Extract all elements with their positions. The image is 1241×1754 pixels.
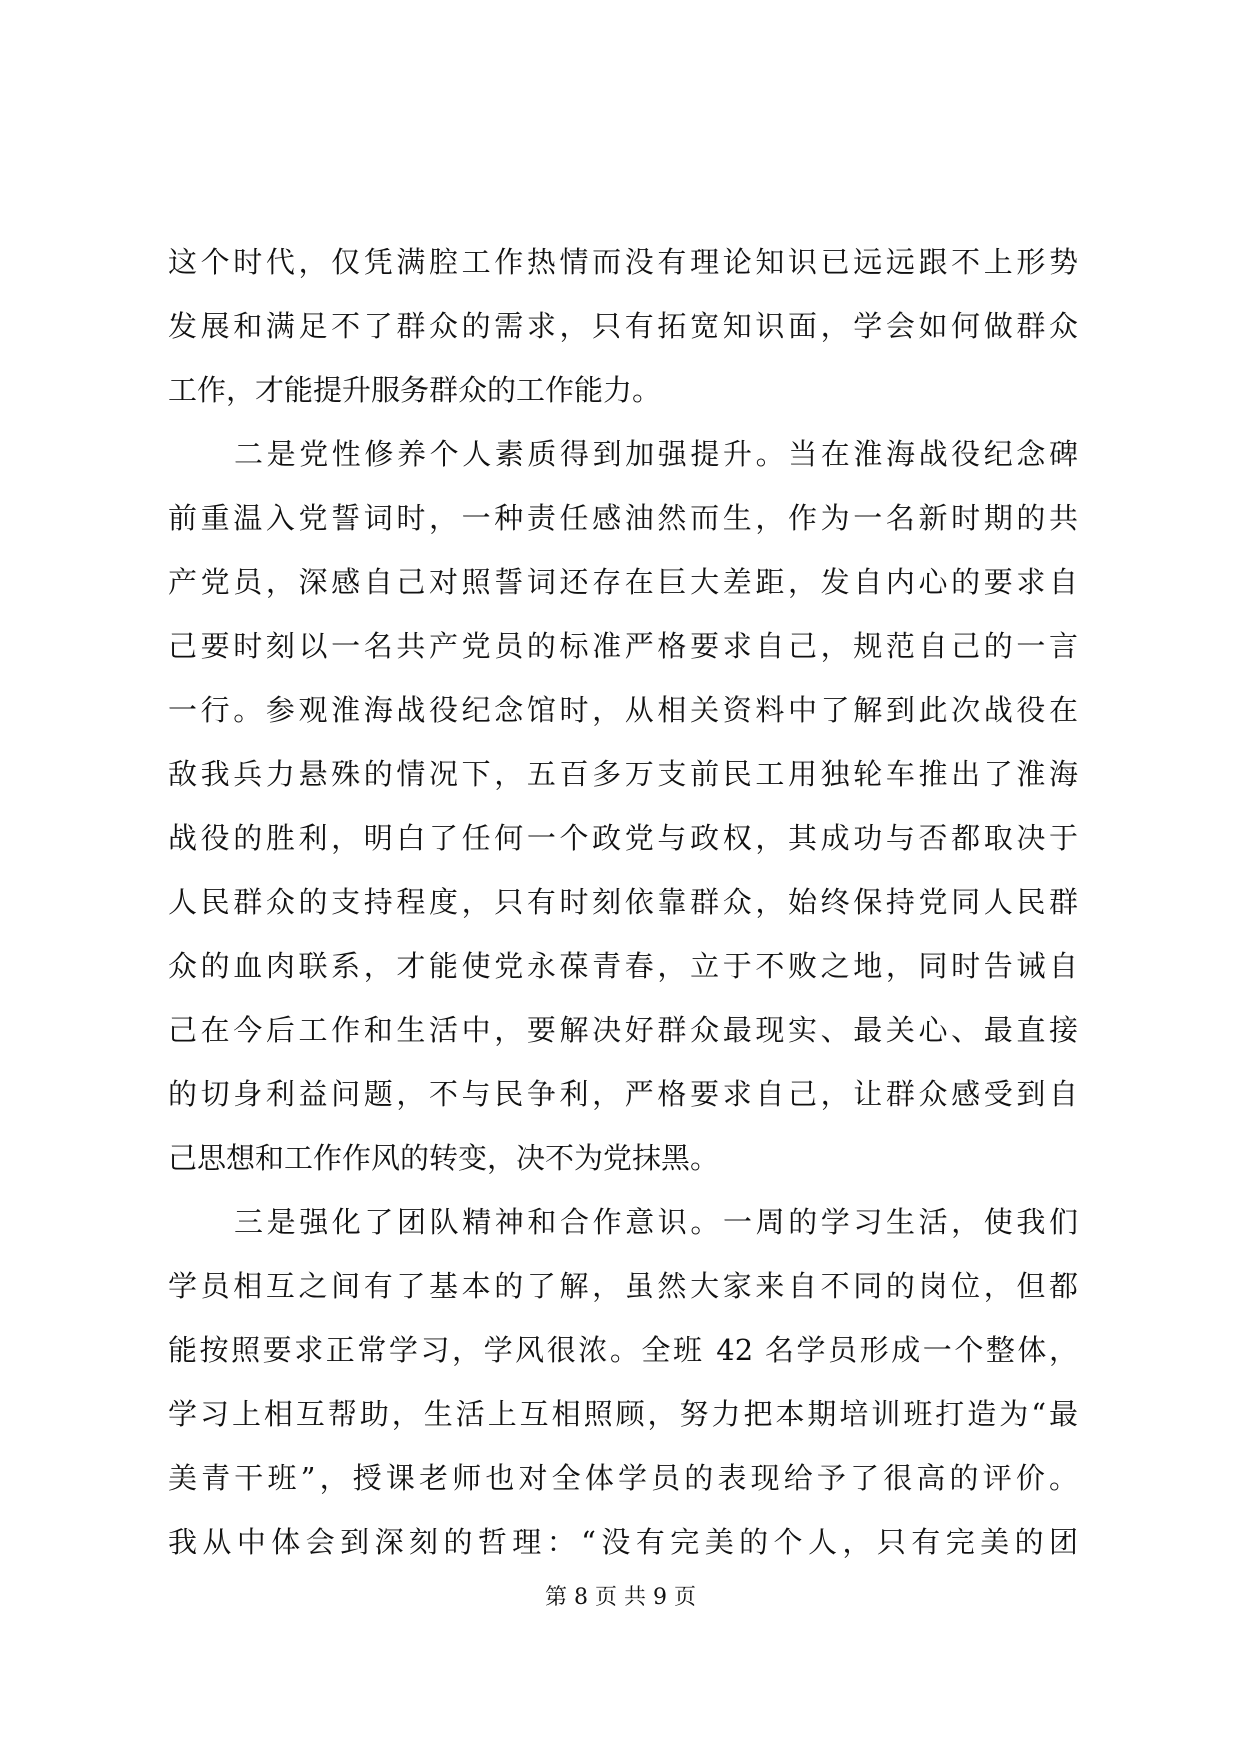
paragraph-start-line: 三是强化了团队精神和合作意识。一周的学习生活，使我们 [234, 1205, 1078, 1239]
text-line: 敌我兵力悬殊的情况下，五百多万支前民工用独轮车推出了淮海 [168, 757, 1078, 791]
text-line: 能按照要求正常学习，学风很浓。全班 42 名学员形成一个整体， [168, 1333, 1078, 1367]
text-line: 前重温入党誓词时，一种责任感油然而生，作为一名新时期的共 [168, 501, 1078, 535]
text-line: 己要时刻以一名共产党员的标准严格要求自己，规范自己的一言 [168, 629, 1078, 663]
text-line: 产党员，深感自己对照誓词还存在巨大差距，发自内心的要求自 [168, 565, 1078, 599]
text-line: 战役的胜利，明白了任何一个政党与政权，其成功与否都取决于 [168, 821, 1078, 855]
text-line: 美青干班”，授课老师也对全体学员的表现给予了很高的评价。 [168, 1461, 1078, 1495]
text-line: 我从中体会到深刻的哲理：“没有完美的个人，只有完美的团 [168, 1525, 1078, 1559]
text-line: 工作，才能提升服务群众的工作能力。 [168, 373, 662, 407]
text-line: 学习上相互帮助，生活上互相照顾，努力把本期培训班打造为“最 [168, 1397, 1078, 1431]
text-line: 发展和满足不了群众的需求，只有拓宽知识面，学会如何做群众 [168, 309, 1078, 343]
text-line: 的切身利益问题，不与民争利，严格要求自己，让群众感受到自 [168, 1077, 1078, 1111]
text-line: 众的血肉联系，才能使党永葆青春，立于不败之地，同时告诫自 [168, 949, 1078, 983]
text-line: 学员相互之间有了基本的了解，虽然大家来自不同的岗位，但都 [168, 1269, 1078, 1303]
body-text [168, 230, 1078, 1574]
text-line: 一行。参观淮海战役纪念馆时，从相关资料中了解到此次战役在 [168, 693, 1078, 727]
text-line: 己在今后工作和生活中，要解决好群众最现实、最关心、最直接 [168, 1013, 1078, 1047]
paragraph-start-line: 二是党性修养个人素质得到加强提升。当在淮海战役纪念碑 [234, 437, 1078, 471]
text-line: 人民群众的支持程度，只有时刻依靠群众，始终保持党同人民群 [168, 885, 1078, 919]
text-line: 这个时代，仅凭满腔工作热情而没有理论知识已远远跟不上形势 [168, 245, 1078, 279]
text-line: 己思想和工作作风的转变，决不为党抹黑。 [168, 1141, 720, 1175]
page-number-footer: 第 8 页 共 9 页 [545, 1585, 696, 1610]
